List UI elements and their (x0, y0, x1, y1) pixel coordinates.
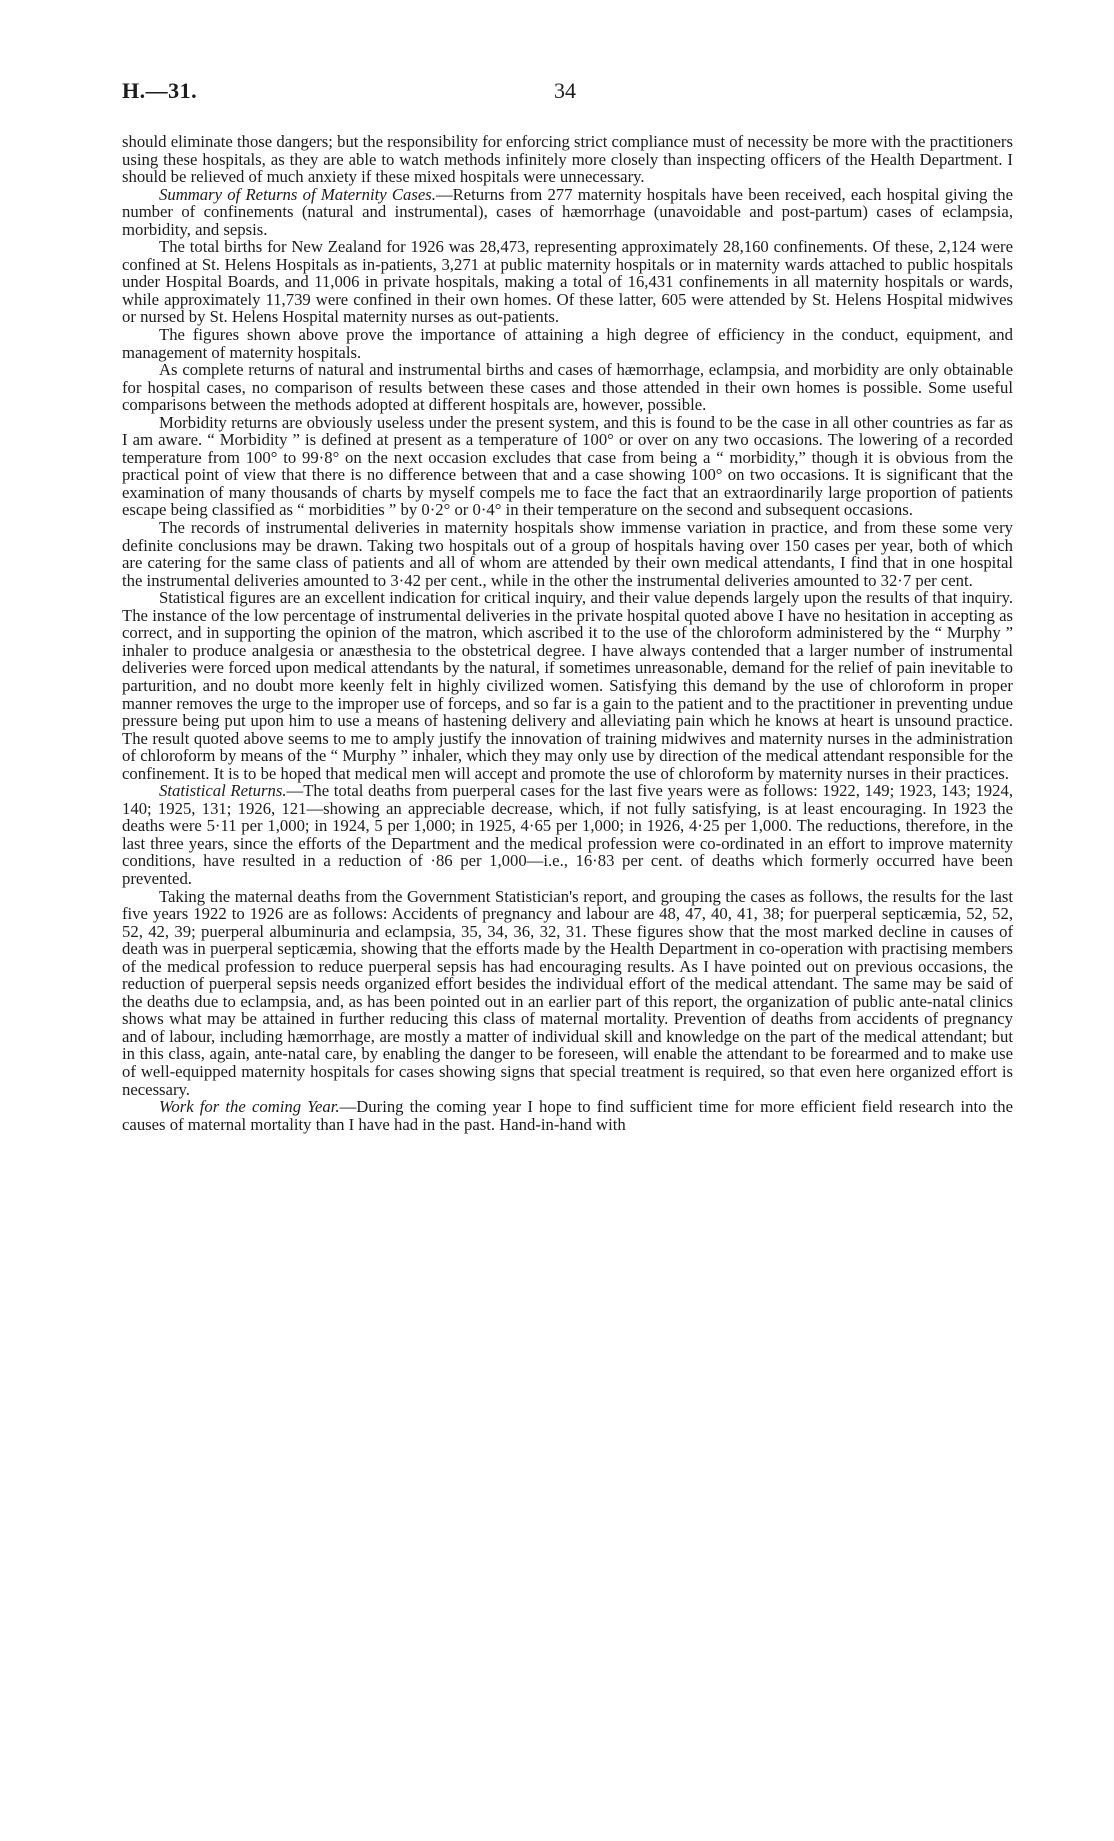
paragraph (122, 238, 1013, 326)
body-text (122, 133, 1013, 1133)
page-number: 34 (554, 78, 576, 103)
paragraph-text: Morbidity returns are obviously useless under the present system, and this is found to be the case in all other countries as far as I am aware. “ Morbidity ” is defined at present as a temperature of 100° or over on any two occasions. The lowering of a recorded temperature from 100° to 99·8° on the next occasion excludes that case from being a “ morbidity,” though it is obvious from the practical point of view that there is no difference between that and a case showing 100° on two occasions. It is significant that the examination of many thousands of charts by myself compels me to face the fact that an extraordinarily large proportion of patients escape being classified as “ morbidities ” by 0·2° or 0·4° in their temperature on the second and subsequent occasions. (122, 412, 1013, 520)
paragraph-text: —During the coming year I hope to find sufficient time for more efficient field research into the causes of maternal mortality than I have had in the past. Hand-in-hand with (122, 1097, 1013, 1134)
paragraph (122, 133, 1013, 186)
paragraph (122, 1098, 1013, 1133)
paragraph (122, 888, 1013, 1099)
paragraph (122, 414, 1013, 519)
section-heading: Work for the coming Year. (159, 1097, 340, 1117)
paragraph (122, 589, 1013, 782)
paragraph (122, 782, 1013, 887)
paragraph-text: The figures shown above prove the importance of attaining a high degree of efficiency in the conduct, equipment, and management of maternity hospitals. (122, 325, 1013, 362)
paragraph-text: —The total deaths from puerperal cases for the last five years were as follows: 1922, 149; 1923, 143; 1924, 140; 1925, 131; 1926, 121—showing an appreciable decrease, which, if not fully satisfying, is at least encouraging. In 1923 the deaths were 5·11 per 1,000; in 1924, 5 per 1,000; in 1925, 4·65 per 1,000; in 1926, 4·25 per 1,000. The reductions, therefore, in the last three years, since the efforts of the Department and the medical profession were co-ordinated in an effort to improve maternity conditions, have resulted in a reduction of ·86 per 1,000—i.e., 16·83 per cent. of deaths which formerly occurred have been prevented. (122, 781, 1013, 888)
document-reference: H.—31. (122, 78, 198, 103)
paragraph (122, 326, 1013, 361)
section-heading: Statistical Returns. (159, 781, 287, 801)
paragraph-text: should eliminate those dangers; but the responsibility for enforcing strict compliance must of necessity be more with the practitioners using these hospitals, as they are able to watch methods infinitely more closely than inspecting officers of the Health Department. I should be relieved of much anxiety if these mixed hospitals were unnecessary. (122, 132, 1013, 187)
paragraph-text: The records of instrumental deliveries in maternity hospitals show immense variation in practice, and from these some very definite conclusions may be drawn. Taking two hospitals out of a group of hospitals having over 150 cases per year, both of which are catering for the same class of patients and all of whom are attended by their own medical attendants, I find that in one hospital the instrumental deliveries amounted to 3·42 per cent., while in the other the instrumental deliveries amounted to 32·7 per cent. (122, 518, 1013, 590)
paragraph (122, 186, 1013, 239)
paragraph-text: Taking the maternal deaths from the Government Statistician's report, and grouping the cases as follows, the results for the last five years 1922 to 1926 are as follows: Accidents of pregnancy and labour are 48, 47, 40, 41, 38; for puerperal septicæmia, 52, 52, 52, 42, 39; puerperal albuminuria and eclampsia, 35, 34, 36, 32, 31. These figures show that the most marked decline in causes of death was in puerperal septicæmia, showing that the efforts made by the Health Department in co-operation with practising members of the medical profession to reduce puerperal sepsis has had encouraging results. As I have pointed out on previous occasions, the reduction of puerperal sepsis needs organized effort besides the individual effort of the medical attendant. The same may be said of the deaths due to eclampsia, and, as has been pointed out in an earlier part of this report, the organization of public ante-natal clinics shows what may be attained in further reducing this class of maternal mortality. Prevention of deaths from accidents of pregnancy and of labour, including hæmorrhage, are mostly a matter of individual skill and knowledge on the part of the medical attendant; but in this class, again, ante-natal care, by enabling the danger to be foreseen, will enable the attendant to be forearmed and to make use of well-equipped maternity hospitals for cases showing signs that special treatment is required, so that even here organized effort is necessary. (122, 886, 1013, 1099)
paragraph-text: —Returns from 277 maternity hospitals have been received, each hospital giving the number of confinements (natural and instrumental), cases of hæmorrhage (unavoidable and post-partum) cases of eclampsia, morbidity, and sepsis. (122, 184, 1013, 239)
running-head (122, 78, 1014, 106)
paragraph (122, 361, 1013, 414)
section-heading: Summary of Returns of Maternity Cases. (159, 184, 436, 204)
paragraph (122, 519, 1013, 589)
paragraph-text: As complete returns of natural and instrumental births and cases of hæmorrhage, eclampsia, and morbidity are only obtainable for hospital cases, no comparison of results between these cases and those attended in their own homes is possible. Some useful comparisons between the methods adopted at different hospitals are, however, possible. (122, 360, 1013, 415)
paragraph-text: The total births for New Zealand for 1926 was 28,473, representing approximately 28,160 confinements. Of these, 2,124 were confined at St. Helens Hospitals as in-patients, 3,271 at public maternity hospitals or in maternity wards attached to public hospitals under Hospital Boards, and 11,006 in private hospitals, making a total of 16,431 confinements in all maternity hospitals or wards, while approximately 11,739 were confined in their own homes. Of these latter, 605 were attended by St. Helens Hospital midwives or nursed by St. Helens Hospital maternity nurses as out-patients. (122, 237, 1013, 327)
paragraph-text: Statistical figures are an excellent indication for critical inquiry, and their value depends largely upon the results of that inquiry. The instance of the low percentage of instrumental deliveries in the private hospital quoted above I have no hesitation in accepting as correct, and in supporting the opinion of the matron, which ascribed it to the use of the chloroform administered by the “ Murphy ” inhaler to produce analgesia or anæsthesia to the obstetrical degree. I have always contended that a larger number of instrumental deliveries were forced upon medical attendants by the natural, if sometimes unreasonable, demand for the relief of pain inevitable to parturition, and no doubt more keenly felt in highly civilized women. Satisfying this demand by the use of chloroform in proper manner removes the urge to the improper use of forceps, and so far is a gain to the patient and to the practitioner in preventing undue pressure being put upon him to use a means of hastening delivery and alleviating pain which he knows at heart is unsound practice. The result quoted above seems to me to amply justify the innovation of training midwives and maternity nurses in the administration of chloroform by means of the “ Murphy ” inhaler, which they may only use by direction of the medical attendant responsible for the confinement. It is to be hoped that medical men will accept and promote the use of chloroform by maternity nurses in their practices. (122, 588, 1013, 783)
